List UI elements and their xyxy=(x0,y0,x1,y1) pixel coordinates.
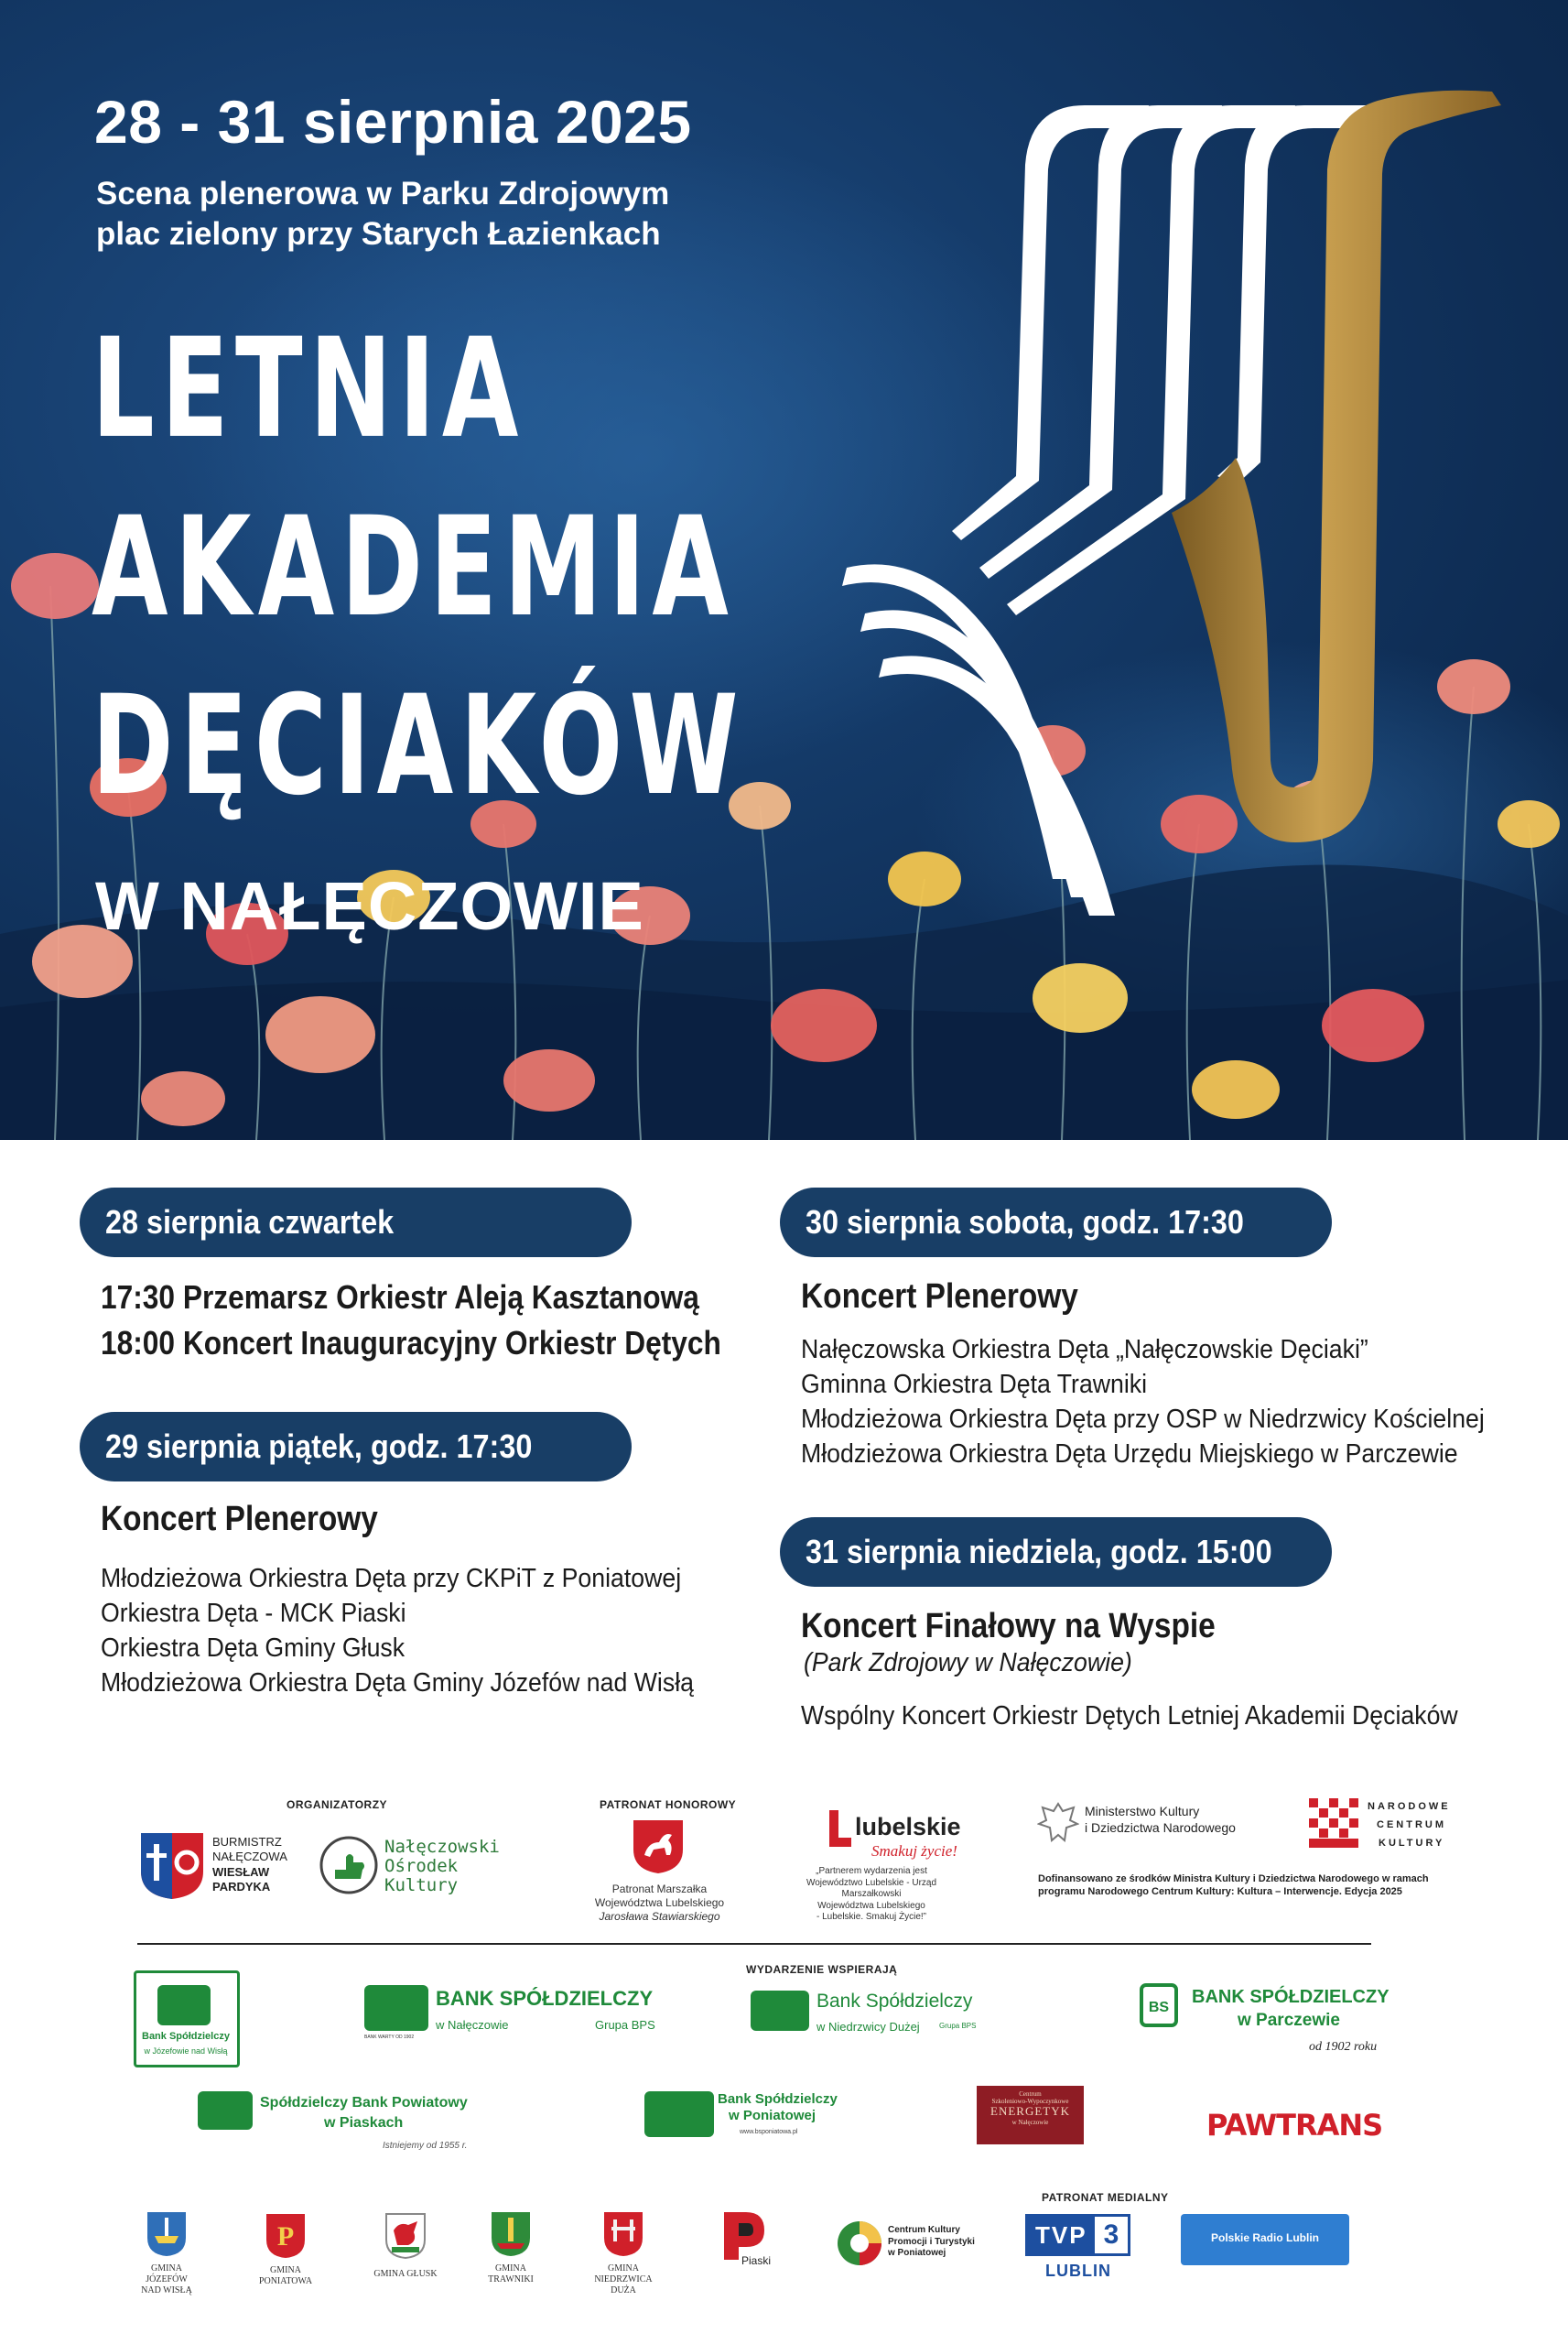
day-2-header: 29 sierpnia piątek, godz. 17:30 xyxy=(80,1412,632,1481)
bank-poniatowa-icon xyxy=(644,2091,714,2137)
ckpit-logo-icon xyxy=(836,2219,883,2267)
lubelskie-crest-icon xyxy=(632,1818,685,1875)
gmina-poniatowa-label: GMINA PONIATOWA xyxy=(258,2265,313,2286)
day-3-title: Koncert Plenerowy xyxy=(801,1277,1078,1316)
lubelskie-slogan: Smakuj życie! xyxy=(871,1842,957,1860)
tvp-num: 3 xyxy=(1103,2219,1119,2250)
bank-naleczow-name: BANK SPÓŁDZIELCZY xyxy=(436,1987,654,2010)
bank-poniatowa-url: www.bsponiatowa.pl xyxy=(740,2129,798,2135)
bank-piaski-note: Istniejemy od 1955 r. xyxy=(383,2141,468,2151)
bank-parczew-since: od 1902 roku xyxy=(1309,2040,1378,2054)
gmina-trawniki-label: GMINA TRAWNIKI xyxy=(488,2263,534,2284)
bank-niedrzwica-icon xyxy=(751,1991,809,2031)
bank-poniatowa-sub: w Poniatowej xyxy=(729,2108,816,2123)
burmistrz-text: BURMISTRZ NAŁĘCZOWA WIESŁAW PARDYKA xyxy=(212,1835,287,1894)
gmina-poniatowa-crest-icon xyxy=(265,2212,307,2260)
bank-niedrzwica-sub: w Niedrzwicy Dużej xyxy=(816,2020,920,2034)
day-3-header: 30 sierpnia sobota, godz. 17:30 xyxy=(780,1188,1332,1257)
title-line-1: LETNIA xyxy=(92,309,525,469)
gmina-niedrzwica-crest-icon xyxy=(602,2210,644,2258)
day-2-item-2: Orkiestra Dęta - MCK Piaski xyxy=(101,1599,406,1628)
eagle-emblem-icon xyxy=(1037,1800,1079,1844)
energetyk-text: Centrum Szkoleniowo-Wypoczynkowe ENERGETYK w Nałęczowie xyxy=(990,2090,1070,2127)
media-label: PATRONAT MEDIALNY xyxy=(1042,2191,1169,2204)
event-dates: 28 - 31 sierpnia 2025 xyxy=(94,88,692,156)
bank-piaski-sub: w Piaskach xyxy=(324,2115,404,2131)
gmina-niedrzwica-label: GMINA NIEDRZWICA DUŻA xyxy=(594,2263,653,2295)
gmina-glusk-label: GMINA GŁUSK xyxy=(373,2269,438,2279)
bank-piaski-name: Spółdzielczy Bank Powiatowy xyxy=(260,2095,468,2111)
lubelskie-name: lubelskie xyxy=(855,1813,961,1840)
nck-logo-icon xyxy=(1309,1798,1358,1848)
gmina-trawniki-crest-icon xyxy=(490,2210,532,2258)
venue-line-1: Scena plenerowa w Parku Zdrojowym xyxy=(96,176,670,212)
support-label: WYDARZENIE WSPIERAJĄ xyxy=(746,1963,898,1976)
day-1-line-2: 18:00 Koncert Inauguracyjny Orkiestr Dętych xyxy=(101,1324,721,1362)
divider xyxy=(137,1943,1371,1945)
venue-line-2: plac zielony przy Starych Łazienkach xyxy=(96,216,661,252)
title-location: W NAŁĘCZOWIE xyxy=(95,868,644,944)
gmina-jozefow-crest-icon xyxy=(146,2210,188,2258)
bank-jozefow-icon xyxy=(157,1985,211,2025)
title-line-3: DĘCIAKÓW xyxy=(92,667,745,826)
honorary-label: PATRONAT HONOROWY xyxy=(600,1798,737,1811)
svg-text:BS: BS xyxy=(1148,2000,1170,2015)
patronat-text: Patronat Marszałka Województwa Lubelskiego Jarosława Stawiarskiego xyxy=(594,1883,725,1923)
day-3-item-2: Gminna Orkiestra Dęta Trawniki xyxy=(801,1370,1148,1399)
bank-naleczow-group: Grupa BPS xyxy=(595,2018,655,2032)
pawtrans-logo: PAWTRANS xyxy=(1206,2108,1383,2143)
day-2-item-3: Orkiestra Dęta Gminy Głusk xyxy=(101,1633,406,1663)
day-4-item-1: Wspólny Koncert Orkiestr Dętych Letniej Akademii Dęciaków xyxy=(801,1701,1458,1731)
nck-text: NARODOWE CENTRUM KULTURY xyxy=(1368,1801,1451,1849)
bank-parczew-sub: w Parczewie xyxy=(1238,2011,1340,2030)
lubelskie-note: „Partnerem wydarzenia jest Województwo Lubelskie - Urząd Marszałkowski Województwa Lubelskiego - Lubelskie. Smakuj Życie!” xyxy=(806,1866,937,1922)
bank-jozefow-sub: w Józefowie nad Wisłą xyxy=(144,2046,228,2056)
ckpit-text: Centrum Kultury Promocji i Turystyki w Poniatowej xyxy=(888,2225,975,2258)
day-3-item-4: Młodzieżowa Orkiestra Dęta Urzędu Miejskiego w Parczewie xyxy=(801,1439,1458,1469)
day-4-header: 31 sierpnia niedziela, godz. 15:00 xyxy=(780,1517,1332,1587)
day-2-item-1: Młodzieżowa Orkiestra Dęta przy CKPiT z Poniatowej xyxy=(101,1564,682,1593)
tvp-city: LUBLIN xyxy=(1045,2262,1111,2280)
tvp3-logo xyxy=(1025,2214,1130,2256)
nok-text: Nałęczowski Ośrodek Kultury xyxy=(384,1837,500,1895)
bank-piaski-icon xyxy=(198,2091,253,2130)
day-3-item-1: Nałęczowska Orkiestra Dęta „Nałęczowskie Dęciaki” xyxy=(801,1335,1368,1364)
day-2-title: Koncert Plenerowy xyxy=(101,1500,378,1538)
gmina-glusk-crest-icon xyxy=(384,2212,427,2260)
bank-parczew-icon xyxy=(1140,1983,1178,2027)
day-3-item-3: Młodzieżowa Orkiestra Dęta przy OSP w Niedrzwicy Kościelnej xyxy=(801,1405,1485,1434)
gmina-jozefow-label: GMINA JÓZEFÓW NAD WISŁĄ xyxy=(141,2263,192,2295)
bank-jozefow-name: Bank Spółdzielczy xyxy=(142,2031,230,2042)
day-1-line-1: 17:30 Przemarsz Orkiestr Aleją Kasztanową xyxy=(101,1278,699,1316)
tvp-mark: TVP xyxy=(1028,2217,1095,2253)
bank-niedrzwica-group: Grupa BPS xyxy=(939,2022,977,2030)
bank-parczew-name: BANK SPÓŁDZIELCZY xyxy=(1192,1987,1390,2007)
svg-text:P: P xyxy=(276,2221,295,2252)
funding-text: Dofinansowano ze środków Ministra Kultury i Dziedzictwa Narodowego w ramach programu Narodowego Centrum Kultury: Kultura – Interwencje. Edycja 2025 xyxy=(1038,1873,1429,1897)
day-1-header: 28 sierpnia czwartek xyxy=(80,1188,632,1257)
lubelskie-logo-icon xyxy=(826,1808,853,1849)
day-2-item-4: Młodzieżowa Orkiestra Dęta Gminy Józefów nad Wisłą xyxy=(101,1668,694,1698)
organizers-label: ORGANIZATORZY xyxy=(287,1798,388,1811)
bank-niedrzwica-name: Bank Spółdzielczy xyxy=(816,1991,973,2012)
day-4-title: Koncert Finałowy na Wyspie xyxy=(801,1607,1216,1645)
title-line-2: AKADEMIA xyxy=(92,488,736,647)
bank-naleczow-sub: w Nałęczowie xyxy=(436,2018,509,2032)
ministry-text: Ministerstwo Kultury i Dziedzictwa Narodowego xyxy=(1085,1804,1236,1835)
piaski-label: Piaski xyxy=(741,2254,772,2267)
nok-logo-icon xyxy=(319,1835,379,1895)
bank-poniatowa-name: Bank Spółdzielczy xyxy=(718,2091,838,2107)
naleczow-crest-icon xyxy=(139,1831,205,1901)
radio-lublin-text: Polskie Radio Lublin xyxy=(1210,2231,1319,2244)
hero-banner xyxy=(0,0,1568,1140)
day-4-subtitle: (Park Zdrojowy w Nałęczowie) xyxy=(804,1648,1132,1677)
bank-naleczow-tiny: BANK WARTY OD 1902 xyxy=(364,2035,415,2040)
bank-naleczow-icon xyxy=(364,1985,428,2031)
